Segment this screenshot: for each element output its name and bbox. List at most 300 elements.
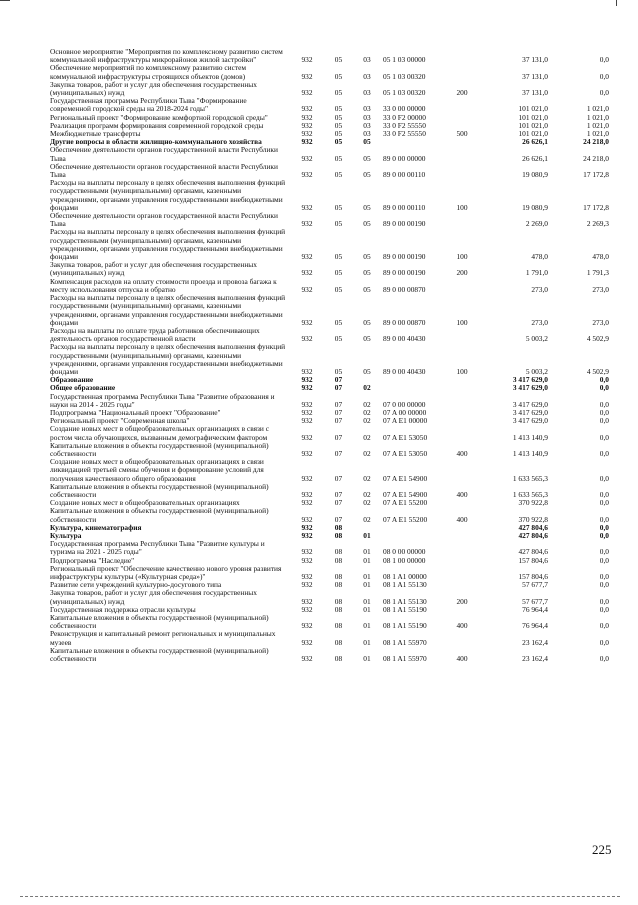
amount-year-2: 17 172,8 bbox=[583, 202, 609, 212]
amount-year-2: 0,0 bbox=[599, 448, 609, 458]
section-code: 08 bbox=[334, 530, 343, 540]
row-name: Региональный проект "Формирование комфортной городской среды" bbox=[50, 112, 268, 122]
amount-year-1: 26 626,1 bbox=[522, 153, 548, 163]
section-code: 05 bbox=[334, 71, 343, 81]
target-article-code: 89 0 00 00000 bbox=[383, 153, 426, 163]
section-code: 05 bbox=[334, 284, 343, 294]
subsection-code: 02 bbox=[363, 448, 371, 458]
row-name: Создание новых мест в общеобразовательных организациях в связи с ростом числа обучающихся, вызванным демографическим фактором bbox=[50, 424, 269, 442]
row-name: Региональный проект "Современная школа" bbox=[50, 416, 190, 426]
amount-year-2: 1 021,0 bbox=[586, 104, 609, 114]
amount-year-1: 76 964,4 bbox=[522, 604, 548, 614]
table-row bbox=[50, 294, 610, 327]
amount-year-2: 0,0 bbox=[599, 498, 609, 508]
amount-year-2: 0,0 bbox=[599, 654, 609, 664]
section-code: 05 bbox=[334, 170, 343, 180]
ministry-code: 932 bbox=[301, 399, 313, 409]
amount-year-1: 23 162,4 bbox=[522, 654, 548, 664]
row-name: Культура bbox=[50, 530, 82, 540]
row-name: Обеспечение мероприятий по комплексному развитию систем коммунальной инфраструктуры строящихся объектов (домов) bbox=[50, 63, 247, 81]
subsection-code: 03 bbox=[363, 104, 371, 114]
ministry-code: 932 bbox=[301, 604, 313, 614]
subsection-code: 05 bbox=[363, 202, 371, 212]
amount-year-2: 273,0 bbox=[592, 284, 609, 294]
ministry-code: 932 bbox=[301, 654, 313, 664]
section-code: 05 bbox=[334, 88, 343, 98]
subsection-code: 03 bbox=[363, 88, 371, 98]
section-code: 07 bbox=[334, 407, 343, 417]
target-article-code: 05 1 03 00000 bbox=[383, 55, 426, 65]
target-article-code: 07 A E1 53050 bbox=[383, 432, 428, 442]
scan-mark bbox=[616, 0, 617, 6]
subsection-code: 02 bbox=[363, 399, 371, 409]
amount-year-2: 0,0 bbox=[599, 555, 609, 565]
table-row bbox=[50, 589, 610, 605]
expense-type-code: 200 bbox=[456, 596, 468, 606]
section-code: 05 bbox=[334, 252, 343, 262]
amount-year-2: 1 021,0 bbox=[586, 129, 609, 139]
expense-type-code: 100 bbox=[456, 252, 468, 262]
row-name: Образование bbox=[50, 375, 94, 385]
subsection-code: 02 bbox=[363, 416, 371, 426]
target-article-code: 89 0 00 40430 bbox=[383, 366, 426, 376]
section-code: 07 bbox=[334, 416, 343, 426]
amount-year-1: 5 003,2 bbox=[525, 334, 548, 344]
amount-year-1: 1 791,0 bbox=[525, 268, 548, 278]
amount-year-2: 0,0 bbox=[599, 375, 609, 385]
amount-year-1: 3 417 629,0 bbox=[512, 383, 548, 393]
section-code: 07 bbox=[334, 489, 343, 499]
expense-type-code: 100 bbox=[456, 202, 468, 212]
target-article-code: 33 0 F2 00000 bbox=[383, 112, 426, 122]
table-row bbox=[50, 343, 610, 376]
section-code: 08 bbox=[334, 580, 343, 590]
row-name: Подпрограмма "Национальный проект "Образование" bbox=[50, 407, 221, 417]
expense-type-code: 400 bbox=[456, 621, 468, 631]
amount-year-1: 57 677,7 bbox=[522, 580, 548, 590]
target-article-code: 89 0 00 00190 bbox=[383, 252, 426, 262]
ministry-code: 932 bbox=[301, 637, 313, 647]
row-name: Расходы на выплаты персоналу в целях обеспечения выполнения функций государственными (муниципальными) органами, казенными учреждениями, органами управления государственными внебюджетными фондами bbox=[50, 293, 286, 327]
subsection-code: 01 bbox=[363, 604, 371, 614]
amount-year-2: 0,0 bbox=[599, 473, 609, 483]
amount-year-1: 37 131,0 bbox=[522, 88, 548, 98]
subsection-code: 05 bbox=[363, 153, 371, 163]
section-code: 05 bbox=[334, 120, 343, 130]
target-article-code: 08 1 A1 55190 bbox=[383, 621, 427, 631]
amount-year-1: 101 021,0 bbox=[518, 129, 548, 139]
amount-year-1: 427 804,6 bbox=[518, 522, 548, 532]
expense-type-code: 100 bbox=[456, 317, 468, 327]
row-name: Закупка товаров, работ и услуг для обеспечения государственных (муниципальных) нужд bbox=[50, 260, 257, 278]
row-name: Основное мероприятие "Мероприятия по комплексному развитию систем коммунальной инфраструктуры микрорайонов жилой застройки" bbox=[50, 47, 283, 65]
target-article-code: 89 0 00 40430 bbox=[383, 334, 426, 344]
ministry-code: 932 bbox=[301, 170, 313, 180]
subsection-code: 02 bbox=[363, 498, 371, 508]
amount-year-2: 0,0 bbox=[599, 416, 609, 426]
section-code: 08 bbox=[334, 621, 343, 631]
target-article-code: 05 1 03 00320 bbox=[383, 71, 426, 81]
section-code: 08 bbox=[334, 654, 343, 664]
amount-year-2: 0,0 bbox=[599, 530, 609, 540]
amount-year-2: 0,0 bbox=[599, 55, 609, 65]
subsection-code: 05 bbox=[363, 334, 371, 344]
section-code: 05 bbox=[334, 129, 343, 139]
target-article-code: 07 A E1 55200 bbox=[383, 498, 428, 508]
amount-year-1: 478,0 bbox=[531, 252, 548, 262]
table-row bbox=[50, 614, 610, 630]
amount-year-2: 0,0 bbox=[599, 621, 609, 631]
ministry-code: 932 bbox=[301, 334, 313, 344]
amount-year-1: 101 021,0 bbox=[518, 120, 548, 130]
amount-year-2: 0,0 bbox=[599, 580, 609, 590]
subsection-code: 01 bbox=[363, 530, 371, 540]
ministry-code: 932 bbox=[301, 514, 313, 524]
subsection-code: 03 bbox=[363, 55, 371, 65]
subsection-code: 02 bbox=[363, 383, 371, 393]
target-article-code: 89 0 00 00870 bbox=[383, 317, 426, 327]
ministry-code: 932 bbox=[301, 284, 313, 294]
ministry-code: 932 bbox=[301, 547, 313, 557]
ministry-code: 932 bbox=[301, 202, 313, 212]
row-name: Подпрограмма "Наследие" bbox=[50, 555, 135, 565]
target-article-code: 08 1 A1 55130 bbox=[383, 596, 427, 606]
table-row bbox=[50, 228, 610, 261]
table-row bbox=[50, 425, 610, 441]
amount-year-1: 101 021,0 bbox=[518, 112, 548, 122]
subsection-code: 01 bbox=[363, 555, 371, 565]
expense-type-code: 400 bbox=[456, 489, 468, 499]
amount-year-1: 19 080,9 bbox=[522, 202, 548, 212]
row-name: Капитальные вложения в объекты государственной (муниципальной) собственности bbox=[50, 440, 269, 458]
section-code: 05 bbox=[334, 153, 343, 163]
amount-year-1: 273,0 bbox=[531, 317, 548, 327]
row-name: Капитальные вложения в объекты государственной (муниципальной) собственности bbox=[50, 645, 269, 664]
amount-year-1: 1 633 565,3 bbox=[512, 489, 548, 499]
amount-year-2: 1 021,0 bbox=[586, 112, 609, 122]
ministry-code: 932 bbox=[301, 432, 313, 442]
section-code: 07 bbox=[334, 375, 343, 385]
row-name: Общее образование bbox=[50, 383, 116, 393]
section-code: 05 bbox=[334, 55, 343, 65]
amount-year-1: 1 633 565,3 bbox=[512, 473, 548, 483]
amount-year-1: 157 804,6 bbox=[518, 555, 548, 565]
subsection-code: 03 bbox=[363, 112, 371, 122]
row-name: Государственная поддержка отрасли культуры bbox=[50, 604, 196, 614]
row-name: Закупка товаров, работ и услуг для обеспечения государственных (муниципальных) нужд bbox=[50, 588, 257, 606]
row-name: Государственная программа Республики Тыва "Формирование современной городской среды на 2018-2024 годы" bbox=[50, 96, 247, 114]
amount-year-1: 1 413 140,9 bbox=[512, 448, 548, 458]
expense-type-code: 400 bbox=[456, 514, 468, 524]
scan-edge-marks bbox=[0, 0, 638, 3]
target-article-code: 33 0 00 00000 bbox=[383, 104, 426, 114]
ministry-code: 932 bbox=[301, 522, 313, 532]
ministry-code: 932 bbox=[301, 137, 313, 147]
row-name: Расходы на выплаты персоналу в целях обеспечения выполнения функций государственными (муниципальными) органами, казенными учреждениями, органами управления государственными внебюджетными фондами bbox=[50, 227, 286, 262]
subsection-code: 02 bbox=[363, 514, 371, 524]
target-article-code: 33 0 F2 55550 bbox=[383, 120, 426, 130]
subsection-code: 02 bbox=[363, 473, 371, 483]
ministry-code: 932 bbox=[301, 448, 313, 458]
target-article-code: 33 0 F2 55550 bbox=[383, 129, 426, 139]
row-name: Обеспечение деятельности органов государственной власти Республики Тыва bbox=[50, 161, 278, 180]
row-name: Обеспечение деятельности органов государственной власти Республики Тыва bbox=[50, 211, 278, 229]
row-name: Реконструкция и капитальный ремонт региональных и муниципальных музеев bbox=[50, 629, 276, 647]
subsection-code: 01 bbox=[363, 572, 371, 581]
amount-year-1: 3 417 629,0 bbox=[512, 407, 548, 417]
amount-year-2: 0,0 bbox=[599, 407, 609, 417]
section-code: 05 bbox=[334, 104, 343, 114]
target-article-code: 89 0 00 00110 bbox=[383, 170, 426, 180]
section-code: 07 bbox=[334, 448, 343, 458]
amount-year-2: 2 269,3 bbox=[586, 219, 609, 229]
table-row bbox=[50, 81, 610, 97]
table-row bbox=[50, 261, 610, 277]
amount-year-2: 0,0 bbox=[599, 71, 609, 81]
target-article-code: 07 A E1 55200 bbox=[383, 514, 428, 524]
subsection-code: 01 bbox=[363, 637, 371, 647]
ministry-code: 932 bbox=[301, 621, 313, 631]
table-row bbox=[50, 163, 610, 179]
amount-year-1: 37 131,0 bbox=[522, 71, 548, 81]
subsection-code: 01 bbox=[363, 596, 371, 606]
ministry-code: 932 bbox=[301, 407, 313, 417]
subsection-code: 05 bbox=[363, 252, 371, 262]
target-article-code: 08 1 A1 55130 bbox=[383, 580, 427, 590]
amount-year-1: 427 804,6 bbox=[518, 547, 548, 557]
expense-type-code: 100 bbox=[456, 366, 468, 376]
section-code: 07 bbox=[334, 514, 343, 524]
amount-year-2: 0,0 bbox=[599, 399, 609, 409]
table-row bbox=[50, 647, 610, 663]
amount-year-2: 0,0 bbox=[599, 514, 609, 524]
amount-year-2: 24 218,0 bbox=[583, 153, 609, 163]
page-number: 225 bbox=[592, 842, 612, 857]
amount-year-1: 19 080,9 bbox=[522, 170, 548, 180]
target-article-code: 07 A E1 54900 bbox=[383, 473, 428, 483]
row-name: Государственная программа Республики Тыва "Развитие культуры и туризма на 2021 - 2025 годы" bbox=[50, 539, 265, 557]
budget-table bbox=[50, 48, 610, 663]
amount-year-2: 24 218,0 bbox=[583, 137, 609, 147]
expense-type-code: 400 bbox=[456, 654, 468, 664]
row-name: Межбюджетные трансферты bbox=[50, 129, 141, 139]
ministry-code: 932 bbox=[301, 71, 313, 81]
subsection-code: 01 bbox=[363, 547, 371, 557]
section-code: 07 bbox=[334, 399, 343, 409]
ministry-code: 932 bbox=[301, 489, 313, 499]
subsection-code: 05 bbox=[363, 366, 371, 376]
row-name: Компенсация расходов на оплату стоимости проезда и провоза багажа к месту использования отпуска и обратно bbox=[50, 276, 277, 294]
subsection-code: 02 bbox=[363, 489, 371, 499]
amount-year-1: 2 269,0 bbox=[525, 219, 548, 229]
target-article-code: 07 A E1 54900 bbox=[383, 489, 428, 499]
subsection-code: 05 bbox=[363, 268, 371, 278]
subsection-code: 02 bbox=[363, 407, 371, 417]
subsection-code: 05 bbox=[363, 137, 371, 147]
row-name: Капитальные вложения в объекты государственной (муниципальной) собственности bbox=[50, 481, 269, 499]
target-article-code: 08 1 A1 55190 bbox=[383, 604, 427, 614]
row-name: Капитальные вложения в объекты государственной (муниципальной) собственности bbox=[50, 506, 269, 524]
target-article-code: 08 1 A1 00000 bbox=[383, 572, 427, 581]
subsection-code: 02 bbox=[363, 432, 371, 442]
amount-year-1: 273,0 bbox=[531, 284, 548, 294]
amount-year-1: 76 964,4 bbox=[522, 621, 548, 631]
target-article-code: 08 1 A1 55970 bbox=[383, 654, 427, 664]
subsection-code: 03 bbox=[363, 129, 371, 139]
row-name: Региональный проект "Обеспечение качественно нового уровня развития инфраструктуры культуры («Культурная среда»)" bbox=[50, 563, 282, 581]
section-code: 08 bbox=[334, 547, 343, 557]
ministry-code: 932 bbox=[301, 580, 313, 590]
ministry-code: 932 bbox=[301, 498, 313, 508]
ministry-code: 932 bbox=[301, 153, 313, 163]
ministry-code: 932 bbox=[301, 366, 313, 376]
ministry-code: 932 bbox=[301, 416, 313, 426]
target-article-code: 89 0 00 00190 bbox=[383, 219, 426, 229]
table-row bbox=[50, 540, 610, 556]
table-row bbox=[50, 565, 610, 581]
amount-year-2: 0,0 bbox=[599, 489, 609, 499]
table-row bbox=[50, 212, 610, 228]
amount-year-1: 37 131,0 bbox=[522, 55, 548, 65]
target-article-code: 08 0 00 00000 bbox=[383, 547, 426, 557]
amount-year-2: 0,0 bbox=[599, 522, 609, 532]
row-name: Другие вопросы в области жилищно-коммунального хозяйства bbox=[50, 137, 262, 147]
expense-type-code: 200 bbox=[456, 268, 468, 278]
amount-year-2: 0,0 bbox=[599, 547, 609, 557]
amount-year-1: 3 417 629,0 bbox=[512, 416, 548, 426]
ministry-code: 932 bbox=[301, 268, 313, 278]
amount-year-2: 4 502,9 bbox=[586, 366, 609, 376]
section-code: 05 bbox=[334, 268, 343, 278]
subsection-code: 03 bbox=[363, 120, 371, 130]
row-name: Развитие сети учреждений культурно-досугового типа bbox=[50, 580, 222, 590]
table-row bbox=[50, 327, 610, 343]
amount-year-1: 3 417 629,0 bbox=[512, 375, 548, 385]
table-row bbox=[50, 97, 610, 113]
amount-year-1: 3 417 629,0 bbox=[512, 399, 548, 409]
subsection-code: 05 bbox=[363, 170, 371, 180]
section-code: 08 bbox=[334, 572, 343, 581]
ministry-code: 932 bbox=[301, 317, 313, 327]
ministry-code: 932 bbox=[301, 530, 313, 540]
ministry-code: 932 bbox=[301, 375, 313, 385]
subsection-code: 03 bbox=[363, 71, 371, 81]
table-row bbox=[50, 458, 610, 483]
section-code: 07 bbox=[334, 383, 343, 393]
amount-year-1: 26 626,1 bbox=[522, 137, 548, 147]
section-code: 05 bbox=[334, 219, 343, 229]
amount-year-1: 23 162,4 bbox=[522, 637, 548, 647]
subsection-code: 05 bbox=[363, 317, 371, 327]
amount-year-1: 101 021,0 bbox=[518, 104, 548, 114]
table-row bbox=[50, 179, 610, 212]
subsection-code: 01 bbox=[363, 580, 371, 590]
row-name: Расходы на выплаты по оплате труда работников обеспечивающих деятельность органов государственной власти bbox=[50, 325, 260, 344]
section-code: 05 bbox=[334, 112, 343, 122]
section-code: 08 bbox=[334, 522, 343, 532]
amount-year-1: 5 003,2 bbox=[525, 366, 548, 376]
amount-year-2: 17 172,8 bbox=[583, 170, 609, 180]
section-code: 08 bbox=[334, 604, 343, 614]
section-code: 08 bbox=[334, 555, 343, 565]
target-article-code: 07 A E1 00000 bbox=[383, 416, 428, 426]
row-name: Создание новых мест в общеобразовательных организациях в связи ликвидацией третьей смены обучения и формирование условий для получения качественного общего образования bbox=[50, 457, 264, 483]
amount-year-1: 1 413 140,9 bbox=[512, 432, 548, 442]
ministry-code: 932 bbox=[301, 129, 313, 139]
target-article-code: 05 1 03 00320 bbox=[383, 88, 426, 98]
expense-type-code: 500 bbox=[456, 129, 468, 139]
table-row bbox=[50, 278, 610, 294]
section-code: 08 bbox=[334, 637, 343, 647]
table-row bbox=[50, 64, 610, 80]
table-row bbox=[50, 507, 610, 523]
ministry-code: 932 bbox=[301, 104, 313, 114]
amount-year-2: 1 021,0 bbox=[586, 120, 609, 130]
section-code: 08 bbox=[334, 596, 343, 606]
section-code: 05 bbox=[334, 317, 343, 327]
ministry-code: 932 bbox=[301, 473, 313, 483]
amount-year-2: 0,0 bbox=[599, 637, 609, 647]
section-code: 07 bbox=[334, 498, 343, 508]
row-name: Капитальные вложения в объекты государственной (муниципальной) собственности bbox=[50, 613, 269, 631]
target-article-code: 07 A 00 00000 bbox=[383, 407, 427, 417]
section-code: 07 bbox=[334, 432, 343, 442]
target-article-code: 07 0 00 00000 bbox=[383, 399, 426, 409]
table-row bbox=[50, 146, 610, 162]
subsection-code: 05 bbox=[363, 284, 371, 294]
amount-year-2: 0,0 bbox=[599, 432, 609, 442]
scan-mark bbox=[0, 0, 10, 1]
subsection-code: 01 bbox=[363, 621, 371, 631]
target-article-code: 89 0 00 00190 bbox=[383, 268, 426, 278]
ministry-code: 932 bbox=[301, 555, 313, 565]
amount-year-2: 0,0 bbox=[599, 383, 609, 393]
amount-year-2: 0,0 bbox=[599, 604, 609, 614]
section-code: 05 bbox=[334, 366, 343, 376]
amount-year-1: 370 922,8 bbox=[518, 498, 548, 508]
ministry-code: 932 bbox=[301, 88, 313, 98]
row-name: Закупка товаров, работ и услуг для обеспечения государственных (муниципальных) нужд bbox=[50, 79, 257, 98]
section-code: 05 bbox=[334, 334, 343, 344]
ministry-code: 932 bbox=[301, 383, 313, 393]
row-name: Расходы на выплаты персоналу в целях обеспечения выполнения функций государственными (муниципальными) органами, казенными учреждениями, органами управления государственными внебюджетными фондами bbox=[50, 178, 286, 212]
ministry-code: 932 bbox=[301, 55, 313, 65]
amount-year-2: 1 791,3 bbox=[586, 268, 609, 278]
row-name: Обеспечение деятельности органов государственной власти Республики Тыва bbox=[50, 145, 278, 163]
amount-year-2: 4 502,9 bbox=[586, 334, 609, 344]
ministry-code: 932 bbox=[301, 252, 313, 262]
expense-type-code: 200 bbox=[456, 88, 468, 98]
ministry-code: 932 bbox=[301, 112, 313, 122]
ministry-code: 932 bbox=[301, 596, 313, 606]
amount-year-2: 273,0 bbox=[592, 317, 609, 327]
amount-year-1: 157 804,6 bbox=[518, 572, 548, 581]
amount-year-2: 0,0 bbox=[599, 596, 609, 606]
amount-year-2: 0,0 bbox=[599, 572, 609, 581]
amount-year-2: 478,0 bbox=[592, 252, 609, 262]
scan-bottom-edge bbox=[20, 896, 620, 898]
section-code: 05 bbox=[334, 202, 343, 212]
section-code: 07 bbox=[334, 473, 343, 483]
section-code: 05 bbox=[334, 137, 343, 147]
ministry-code: 932 bbox=[301, 572, 313, 581]
row-name: Расходы на выплаты персоналу в целях обеспечения выполнения функций государственными (муниципальными) органами, казенными учреждениями, органами управления государственными внебюджетными фондами bbox=[50, 342, 286, 376]
subsection-code: 01 bbox=[363, 654, 371, 664]
table-row bbox=[50, 483, 610, 499]
table-row bbox=[50, 393, 610, 409]
amount-year-1: 57 677,7 bbox=[522, 596, 548, 606]
subsection-code: 05 bbox=[363, 219, 371, 229]
